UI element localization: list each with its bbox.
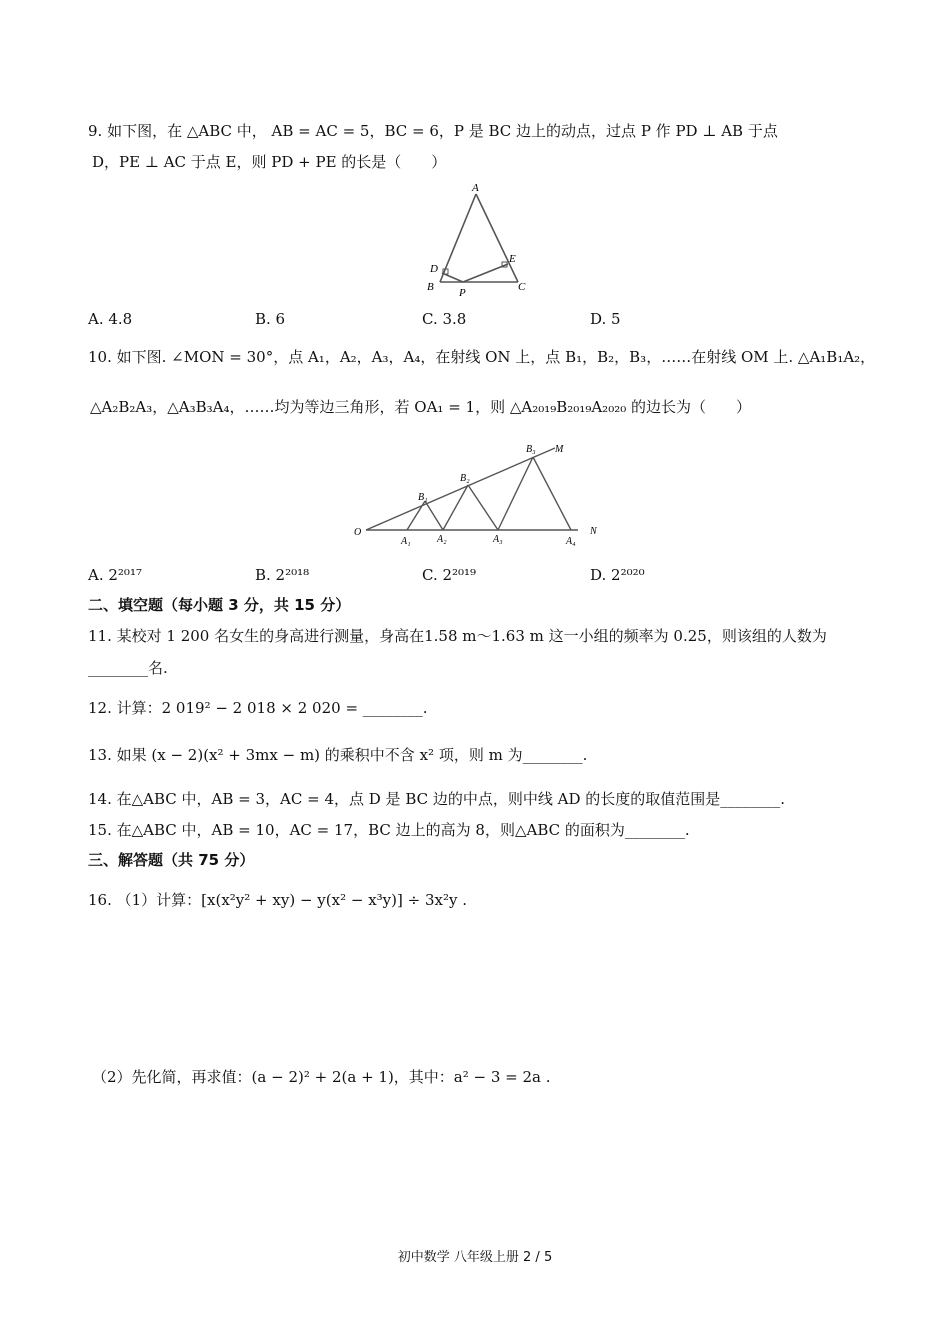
q10-option-b: B. 2²⁰¹⁸ (255, 566, 310, 584)
q10-label-A3: A₃ (493, 534, 503, 545)
q10-option-a: A. 2²⁰¹⁷ (88, 566, 142, 584)
q9-label-E: E (509, 253, 516, 265)
q9-option-a: A. 4.8 (88, 310, 133, 328)
q10-label-N: N (590, 526, 597, 537)
q11-line2: ________名. (88, 659, 168, 677)
q10-line2: △A₂B₂A₃，△A₃B₃A₄，……均为等边三角形，若 OA₁ = 1，则 △A₂₀₁₉B₂₀₁₉A₂₀₂₀ 的边长为（ ） (90, 398, 752, 416)
q11-line1: 11. 某校对 1 200 名女生的身高进行测量，身高在1.58 m～1.63 m 这一小组的频率为 0.25，则该组的人数为 (88, 627, 827, 645)
q9-label-B: B (427, 281, 434, 293)
q15: 15. 在△ABC 中，AB = 10，AC = 17，BC 边上的高为 8，则△ABC 的面积为________. (88, 821, 690, 839)
q14: 14. 在△ABC 中，AB = 3，AC = 4，点 D 是 BC 边的中点，则中线 AD 的长度的取值范围是________. (88, 790, 786, 808)
q10-triangles-figure (350, 438, 610, 548)
q9-label-P: P (459, 287, 466, 299)
page-footer: 初中数学 八年级上册 2 / 5 (397, 1250, 553, 1265)
q9-option-c: C. 3.8 (422, 310, 467, 328)
q10-label-A2: A₂ (437, 534, 447, 545)
q9-triangle-figure (420, 180, 540, 300)
q10-option-c: C. 2²⁰¹⁹ (422, 566, 477, 584)
q9-option-b: B. 6 (255, 310, 286, 328)
q9-label-D: D (430, 263, 438, 275)
q10-option-d: D. 2²⁰²⁰ (590, 566, 645, 584)
q9-line1: 9. 如下图，在 △ABC 中， AB = AC = 5，BC = 6，P 是 BC 边上的动点，过点 P 作 PD ⊥ AB 于点 (88, 122, 778, 140)
q10-label-M: M (555, 444, 564, 455)
q10-label-B1: B₁ (418, 492, 428, 503)
q10-line1: 10. 如下图. ∠MON = 30°，点 A₁，A₂，A₃，A₄，在射线 ON 上，点 B₁，B₂，B₃，……在射线 OM 上. △A₁B₁A₂， (88, 348, 876, 366)
q10-label-A1: A₁ (401, 536, 411, 547)
section-answer-heading: 三、解答题（共 75 分） (88, 851, 255, 869)
q10-label-B3: B₃ (526, 444, 536, 455)
q12: 12. 计算：2 019² − 2 018 × 2 020 = ________. (88, 699, 428, 717)
q9-label-C: C (518, 281, 526, 293)
q13: 13. 如果 (x − 2)(x² + 3mx − m) 的乘积中不含 x² 项，则 m 为________. (88, 746, 588, 764)
q9-label-A: A (472, 182, 479, 194)
section-fill-in-heading: 二、填空题（每小题 3 分，共 15 分） (88, 596, 351, 614)
q10-label-B2: B₂ (460, 473, 470, 484)
q16-part2: （2）先化简，再求值：(a − 2)² + 2(a + 1)，其中：a² − 3 = 2a . (92, 1068, 551, 1086)
q10-label-A4: A₄ (566, 536, 576, 547)
q9-option-d: D. 5 (590, 310, 621, 328)
q9-line2: D，PE ⊥ AC 于点 E，则 PD + PE 的长是（ ） (92, 153, 447, 171)
q10-label-O: O (354, 527, 362, 538)
q16-part1: 16. （1）计算：[x(x²y² + xy) − y(x² − x³y)] ÷ 3x²y . (88, 891, 467, 909)
